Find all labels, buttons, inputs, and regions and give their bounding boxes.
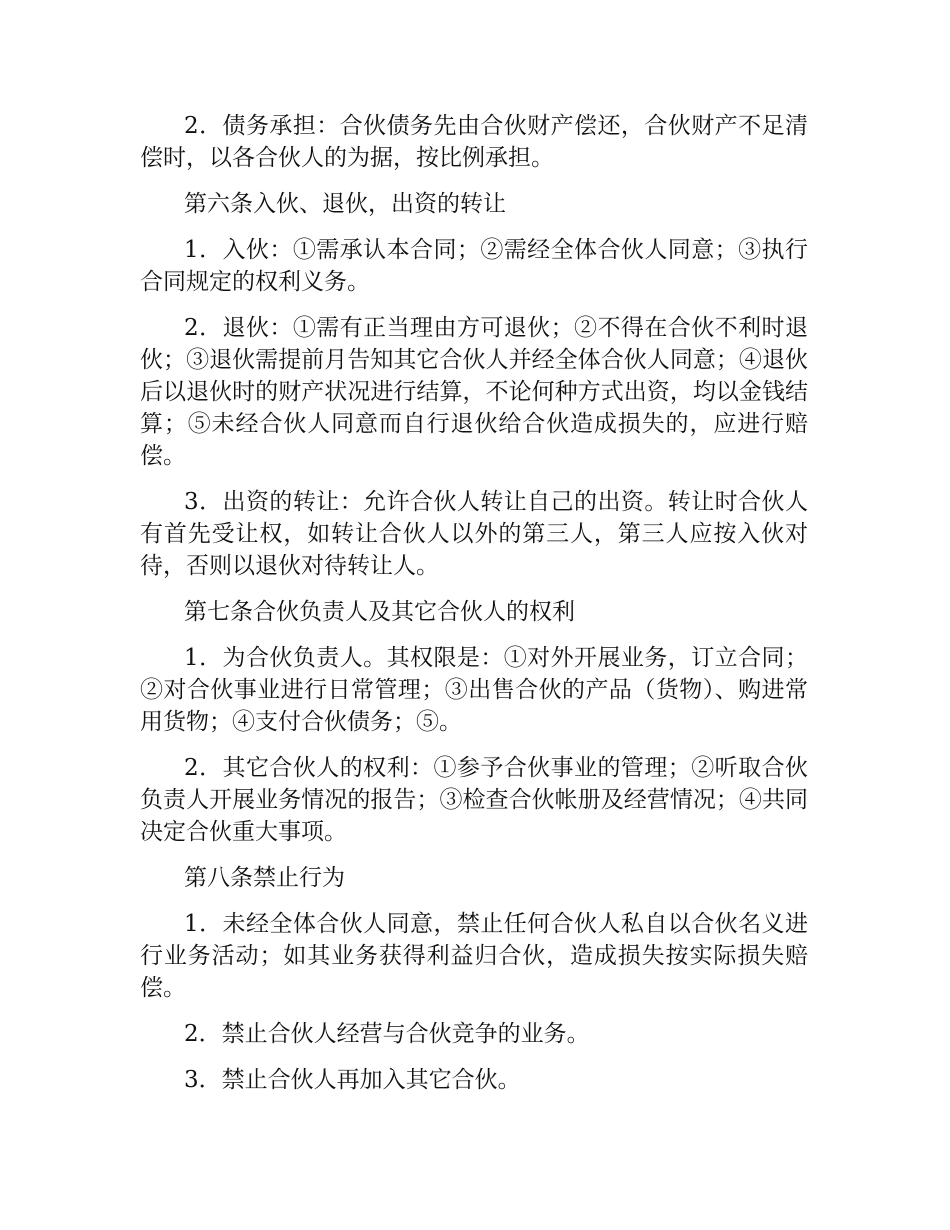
paragraph-prohibition-1: 1．未经全体合伙人同意，禁止任何合伙人私自以合伙名义进行业务活动；如其业务获得利益归合伙，造成损失按实际损失赔偿。 xyxy=(140,911,808,1001)
paragraph-withdrawal: 2．退伙：①需有正当理由方可退伙；②不得在合伙不利时退伙；③退伙需提前月告知其它合伙人并经全体合伙人同意；④退伙后以退伙时的财产状况进行结算，不论何种方式出资，均以金钱结算；⑤未经合伙人同意而自行退伙给合伙造成损失的，应进行赔偿。 xyxy=(140,315,808,469)
paragraph-other-partner-rights: 2．其它合伙人的权利：①参予合伙事业的管理；②听取合伙负责人开展业务情况的报告；③检查合伙帐册及经营情况；④共同决定合伙重大事项。 xyxy=(140,755,808,845)
paragraph-debt-bearing: 2．债务承担：合伙债务先由合伙财产偿还，合伙财产不足清偿时，以各合伙人的为据，按比例承担。 xyxy=(140,113,808,171)
paragraph-joining: 1．入伙：①需承认本合同；②需经全体合伙人同意；③执行合同规定的权利义务。 xyxy=(140,237,808,295)
paragraph-capital-transfer: 3．出资的转让：允许合伙人转让自己的出资。转让时合伙人有首先受让权，如转让合伙人以外的第三人，第三人应按入伙对待，否则以退伙对待转让人。 xyxy=(140,489,808,579)
section-heading-article-8: 第八条禁止行为 xyxy=(184,865,345,891)
section-heading-article-7: 第七条合伙负责人及其它合伙人的权利 xyxy=(184,599,575,625)
section-heading-article-6: 第六条入伙、退伙，出资的转让 xyxy=(184,191,506,217)
paragraph-prohibition-3: 3．禁止合伙人再加入其它合伙。 xyxy=(184,1067,521,1093)
document-body xyxy=(140,110,808,1096)
paragraph-prohibition-2: 2．禁止合伙人经营与合伙竞争的业务。 xyxy=(184,1021,590,1047)
paragraph-partner-in-charge: 1．为合伙负责人。其权限是：①对外开展业务，订立合同；②对合伙事业进行日常管理；③出售合伙的产品（货物）、购进常用货物；④支付合伙债务；⑤。 xyxy=(140,645,808,735)
